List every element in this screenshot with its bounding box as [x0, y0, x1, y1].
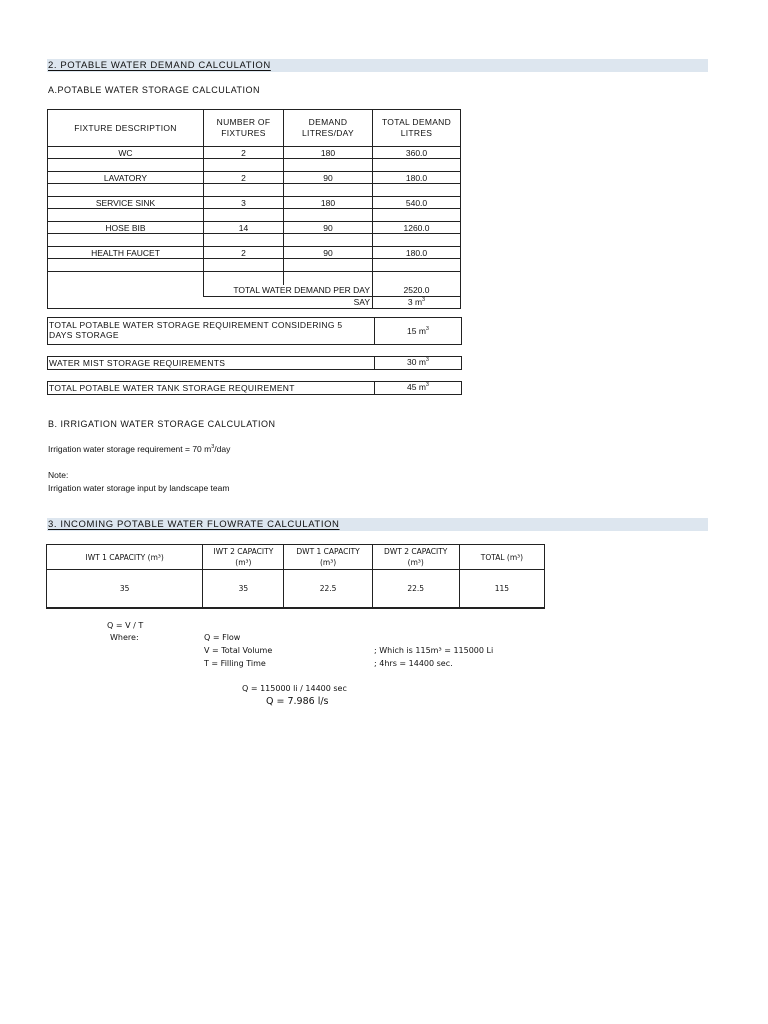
header-demand: DEMAND LITRES/DAY: [284, 110, 373, 147]
section-3-title: 3. INCOMING POTABLE WATER FLOWRATE CALCULATION: [48, 519, 340, 530]
cell-total: 360.0: [373, 147, 461, 159]
cell-demand: 90: [284, 172, 373, 184]
header-total: TOTAL (m³): [459, 545, 544, 570]
cell-number: 2: [204, 247, 284, 259]
cell-demand: 90: [284, 222, 373, 234]
cell-total: 1260.0: [373, 222, 461, 234]
q-calculation: Q = 115000 li / 14400 sec: [242, 684, 347, 693]
total-label: TOTAL WATER DEMAND PER DAY: [204, 285, 373, 296]
potable-demand-table: [47, 109, 461, 309]
cell-fixture: SERVICE SINK: [48, 197, 204, 209]
cell-total: 180.0: [373, 247, 461, 259]
def-v: V = Total Volume: [204, 646, 273, 655]
irrigation-requirement: Irrigation water storage requirement = 70 $m^3$/day: [48, 444, 231, 454]
formula: Q = V / T: [107, 621, 144, 630]
def-t: T = Filling Time: [204, 659, 266, 668]
mist-value: 30 m: [407, 357, 426, 367]
mist-cell: [375, 357, 461, 369]
section-2-header: [47, 59, 708, 72]
cell-number: 3: [204, 197, 284, 209]
table-row: [48, 197, 461, 209]
header-number: NUMBER OF FIXTURES: [204, 110, 284, 147]
table-gap-row: [48, 184, 461, 197]
subtitle-b: B. IRRIGATION WATER STORAGE CALCULATION: [48, 419, 276, 429]
subtitle-a: A.POTABLE WATER STORAGE CALCULATION: [48, 85, 261, 95]
cell-number: 2: [204, 147, 284, 159]
say-row: [48, 296, 461, 308]
storage-5days-cell: [375, 318, 461, 344]
value-iwt1: 35: [47, 570, 203, 609]
tank-cell: [375, 382, 461, 394]
header-total: TOTAL DEMAND LITRES: [373, 110, 461, 147]
cell-fixture: HEALTH FAUCET: [48, 247, 204, 259]
storage-5days-box: [47, 317, 462, 345]
header-dwt1: DWT 1 CAPACITY (m³): [284, 545, 372, 570]
total-value: 2520.0: [373, 285, 461, 296]
flowrate-capacity-table: [46, 544, 545, 609]
superscript: 3: [425, 382, 429, 389]
t-note: ; 4hrs = 14400 sec.: [374, 659, 453, 668]
storage-5days-label: TOTAL POTABLE WATER STORAGE REQUIREMENT CONSIDERING 5 DAYS STORAGE: [48, 318, 375, 344]
table-header-row: [48, 110, 461, 147]
tank-box: [47, 381, 462, 395]
mist-box: [47, 356, 462, 370]
value-total: 115: [459, 570, 544, 609]
header-dwt2: DWT 2 CAPACITY (m³): [372, 545, 459, 570]
cell-demand: 90: [284, 247, 373, 259]
say-value: 3 m: [407, 297, 423, 307]
section-3-header: [47, 518, 708, 531]
table-gap-row: [48, 234, 461, 247]
cell-total: 180.0: [373, 172, 461, 184]
cell-demand: 180: [284, 197, 373, 209]
say-cell: [373, 296, 461, 308]
table-row: [47, 570, 545, 609]
note-label: Note:: [48, 470, 69, 480]
mist-label: WATER MIST STORAGE REQUIREMENTS: [48, 357, 375, 369]
cell-number: 14: [204, 222, 284, 234]
def-q: Q = Flow: [204, 633, 241, 642]
table-row: [48, 172, 461, 184]
table-gap-row: [48, 272, 461, 286]
cell-demand: 180: [284, 147, 373, 159]
cell-fixture: HOSE BIB: [48, 222, 204, 234]
header-fixture: FIXTURE DESCRIPTION: [48, 110, 204, 147]
q-result: Q = 7.986 l/s: [266, 696, 329, 707]
table-gap-row: [48, 209, 461, 222]
cell-fixture: WC: [48, 147, 204, 159]
cell-number: 2: [204, 172, 284, 184]
section-2-title: 2. POTABLE WATER DEMAND CALCULATION: [48, 60, 271, 71]
v-note: ; Which is 115m³ = 115000 Li: [374, 646, 494, 655]
table-row: [48, 247, 461, 259]
tank-label: TOTAL POTABLE WATER TANK STORAGE REQUIREMENT: [48, 382, 375, 394]
say-label: SAY: [48, 296, 373, 308]
value-dwt1: 22.5: [284, 570, 372, 609]
value-dwt2: 22.5: [372, 570, 459, 609]
table-row: [48, 147, 461, 159]
table-row: [48, 222, 461, 234]
table-gap-row: [48, 259, 461, 272]
table-gap-row: [48, 159, 461, 172]
cell-fixture: LAVATORY: [48, 172, 204, 184]
say-superscript: 3: [422, 297, 426, 304]
superscript: 3: [425, 357, 429, 364]
tank-value: 45 m: [407, 382, 426, 392]
value-iwt2: 35: [203, 570, 284, 609]
where-label: Where:: [110, 633, 139, 642]
total-row: [48, 285, 461, 296]
note-text: Irrigation water storage input by landscape team: [48, 483, 230, 493]
header-iwt2: IWT 2 CAPACITY (m³): [203, 545, 284, 570]
storage-5days-value: 15 m: [407, 326, 426, 336]
cell-total: 540.0: [373, 197, 461, 209]
table-header-row: [47, 545, 545, 570]
header-iwt1: IWT 1 CAPACITY (m³): [47, 545, 203, 570]
superscript: 3: [425, 326, 429, 333]
